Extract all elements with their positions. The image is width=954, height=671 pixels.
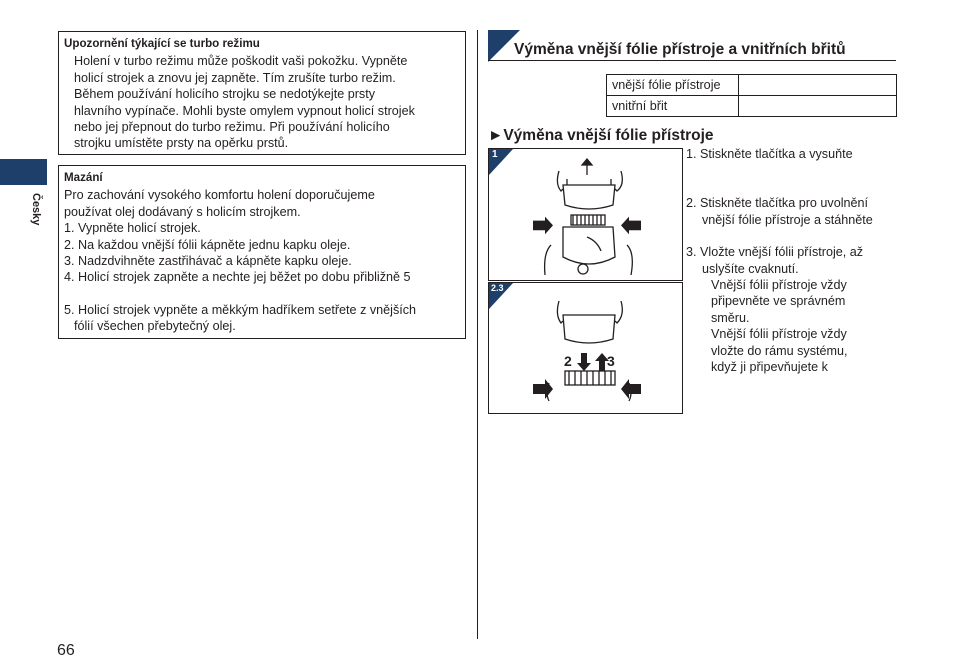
step-spacer — [686, 228, 891, 244]
figure-callout-2: 2 — [564, 353, 572, 369]
turbo-warning-box — [58, 31, 466, 155]
oiling-intro-line: Pro zachování vysokého komfortu holení doporučujeme — [64, 188, 375, 203]
step-line: když ji připevňujete k — [711, 360, 828, 375]
figure-number: 2.3 — [491, 283, 504, 293]
page-number: 66 — [57, 642, 75, 659]
column-divider — [477, 30, 478, 639]
warning-line: Během používání holicího strojku se nedotýkejte prsty — [74, 87, 376, 102]
step-line: vnější fólie přístroje a stáhněte — [702, 212, 873, 227]
step-line: směru. — [711, 310, 750, 325]
warning-line: nebo jej přepnout do turbo režimu. Při používání holicího — [74, 120, 390, 135]
figure-step-1 — [488, 148, 683, 281]
language-tab-marker — [0, 159, 47, 185]
step-line: 2. Stiskněte tlačítka pro uvolnění — [686, 196, 869, 211]
step-line: 3. Vložte vnější fólii přístroje, až — [686, 245, 864, 260]
step-line: připevněte ve správném — [711, 294, 846, 309]
parts-table — [606, 74, 897, 117]
oiling-step-cont: fólií všechen přebytečný olej. — [74, 319, 236, 334]
step-line: vložte do rámu systému, — [711, 343, 848, 358]
warning-line: holicí strojek a znovu jej zapněte. Tím zrušíte turbo režim. — [74, 70, 396, 85]
oiling-step: 3. Nadzdvihněte zastřihávač a kápněte kapku oleje. — [64, 254, 352, 269]
warning-line: Holení v turbo režimu může poškodit vaši pokožku. Vypněte — [74, 54, 408, 69]
warning-line: hlavního vypínače. Mohli byste omylem vypnout holicí strojek — [74, 103, 415, 118]
step-spacer — [686, 162, 891, 195]
part-value — [739, 96, 897, 117]
oiling-step: 5. Holicí strojek vypněte a měkkým hadříkem setřete z vnějších — [64, 302, 417, 317]
figure-number: 1 — [492, 149, 498, 160]
oiling-title: Mazání — [64, 171, 103, 184]
part-value — [739, 75, 897, 96]
oiling-step: 2. Na každou vnější fólii kápněte jednu kapku oleje. — [64, 237, 351, 252]
figure-step-2-3 — [488, 282, 683, 414]
figure-callout-3: 3 — [607, 353, 615, 369]
step-line: Vnější fólii přístroje vždy — [711, 278, 847, 293]
warning-line: strojku umístěte prsty na opěrku prstů. — [74, 136, 289, 151]
oiling-intro-line: používat olej dodávaný s holicím strojkem. — [64, 204, 301, 219]
turbo-warning-title: Upozornění týkající se turbo režimu — [64, 37, 260, 50]
subsection-heading: ►Výměna vnější fólie přístroje — [488, 127, 714, 144]
step-line: 1. Stiskněte tlačítka a vysuňte — [686, 147, 853, 161]
step-line: Vnější fólii přístroje vždy — [711, 327, 847, 342]
oiling-step: 1. Vypněte holicí strojek. — [64, 221, 201, 236]
language-label: Česky — [30, 193, 42, 226]
section-heading: Výměna vnější fólie přístroje a vnitřních břitů — [514, 41, 846, 58]
step-line: uslyšíte cvaknutí. — [702, 261, 799, 276]
oiling-box — [58, 165, 466, 339]
oiling-step: 4. Holicí strojek zapněte a nechte jej běžet po dobu přibližně 5 — [64, 270, 411, 285]
table-row — [607, 75, 897, 96]
oiling-spacer — [64, 286, 459, 302]
replacement-steps — [686, 146, 891, 375]
shaver-foil-attach-illustration — [489, 283, 682, 413]
shaver-foil-removal-illustration — [489, 149, 682, 280]
part-name: vnější fólie přístroje — [607, 75, 739, 96]
section-rule — [488, 60, 896, 61]
table-row — [607, 96, 897, 117]
part-name: vnitřní břit — [607, 96, 739, 117]
